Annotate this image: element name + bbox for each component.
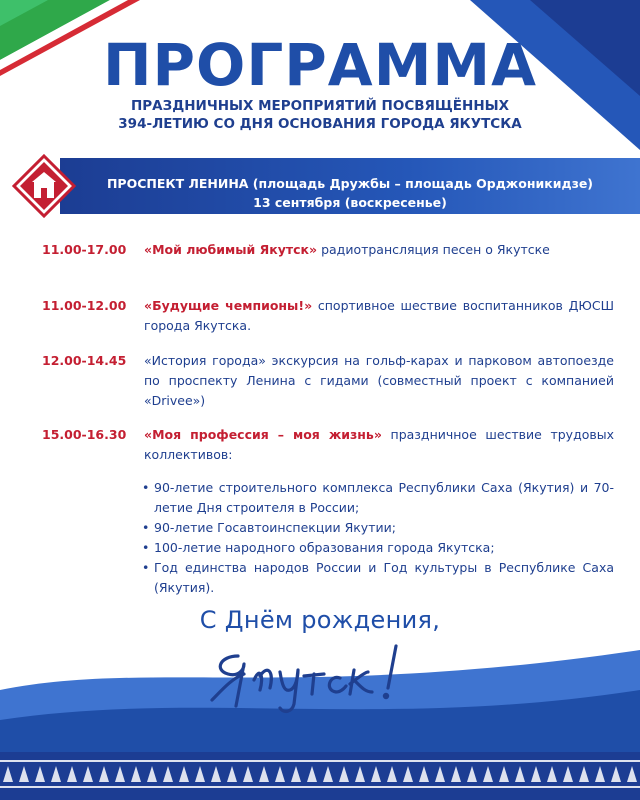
- event-description: [144, 351, 614, 411]
- signature-yakutsk: [200, 636, 460, 716]
- event-highlight: «Мой любимый Якутск»: [144, 242, 318, 257]
- procession-list: [142, 478, 614, 598]
- list-item: • Год единства народов России и Год культуры в Республике Саха (Якутия).: [142, 558, 614, 598]
- event-text: праздничное шествие трудовых коллективов:: [144, 427, 614, 462]
- list-item: • 90-летие строительного комплекса Республики Саха (Якутия) и 70-летие Дня строителя в России;: [142, 478, 614, 518]
- list-item: • 90-летие Госавтоинспекции Якутии;: [142, 518, 614, 538]
- event-description: [144, 296, 614, 336]
- event-highlight: «Будущие чемпионы!»: [144, 298, 313, 313]
- event-highlight: «Моя профессия – моя жизнь»: [144, 427, 382, 442]
- subtitle-line-2: 394-ЛЕТИЮ СО ДНЯ ОСНОВАНИЯ ГОРОДА ЯКУТСКА: [118, 116, 522, 132]
- page-title: ПРОГРАММА: [102, 31, 538, 99]
- greeting-text: С Днём рождения,: [199, 606, 441, 634]
- event-time: 11.00-12.00: [42, 298, 127, 313]
- event-text: «История города» экскурсия на гольф-карах и парковом автопоезде по проспекту Ленина с гидами (совместный проект с компанией «Drivee»): [144, 353, 614, 408]
- list-item: • 100-летие народного образования города Якутска;: [142, 538, 614, 558]
- event-description: [144, 425, 614, 465]
- event-time: 15.00-16.30: [42, 427, 127, 442]
- event-description: [144, 240, 614, 260]
- event-time: 12.00-14.45: [42, 353, 127, 368]
- event-text: спортивное шествие воспитанников ДЮСШ города Якутска.: [144, 298, 614, 333]
- bottom-band: [0, 752, 640, 800]
- venue-name: ПРОСПЕКТ ЛЕНИНА (площадь Дружбы – площадь Орджоникидзе): [106, 176, 594, 191]
- venue-date: 13 сентября (воскресенье): [253, 195, 447, 210]
- event-text: радиотрансляция песен о Якутске: [317, 242, 550, 257]
- subtitle-line-1: ПРАЗДНИЧНЫХ МЕРОПРИЯТИЙ ПОСВЯЩЁННЫХ: [130, 98, 510, 114]
- event-time: 11.00-17.00: [42, 242, 127, 257]
